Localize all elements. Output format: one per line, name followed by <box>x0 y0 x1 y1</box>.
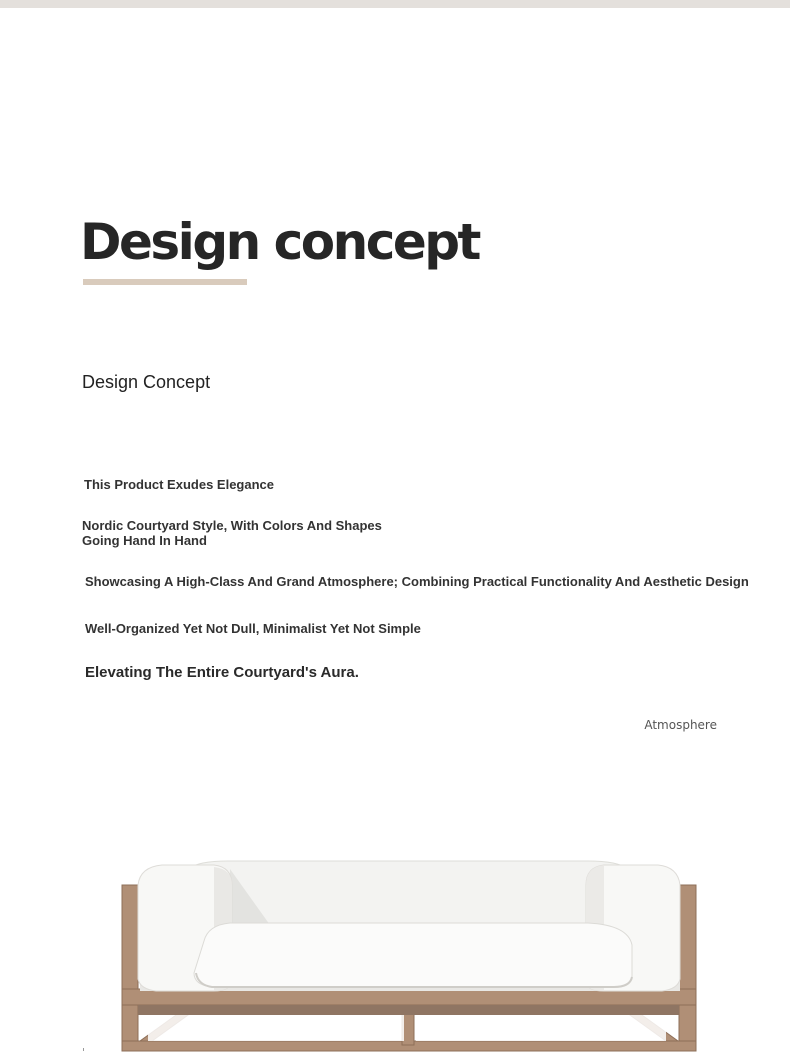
atmosphere-tag: Atmosphere <box>644 718 717 732</box>
top-banner-strip <box>0 0 790 8</box>
description-line-atmosphere: Showcasing A High-Class And Grand Atmosphere; Combining Practical Functionality And Aesthetic Design <box>85 574 749 589</box>
section-subtitle: Design Concept <box>82 372 211 392</box>
sofa-icon <box>118 855 700 1052</box>
page-title: Design concept <box>80 213 479 271</box>
description-line-minimalist: Well-Organized Yet Not Dull, Minimalist Yet Not Simple <box>85 621 421 636</box>
title-accent-underline <box>83 279 247 285</box>
description-line-style: Nordic Courtyard Style, With Colors And Shapes Going Hand In Hand <box>82 518 382 548</box>
description-line-aura: Elevating The Entire Courtyard's Aura. <box>85 664 359 681</box>
description-line-elegance: This Product Exudes Elegance <box>84 477 274 492</box>
page-corner-mark <box>83 1048 84 1051</box>
